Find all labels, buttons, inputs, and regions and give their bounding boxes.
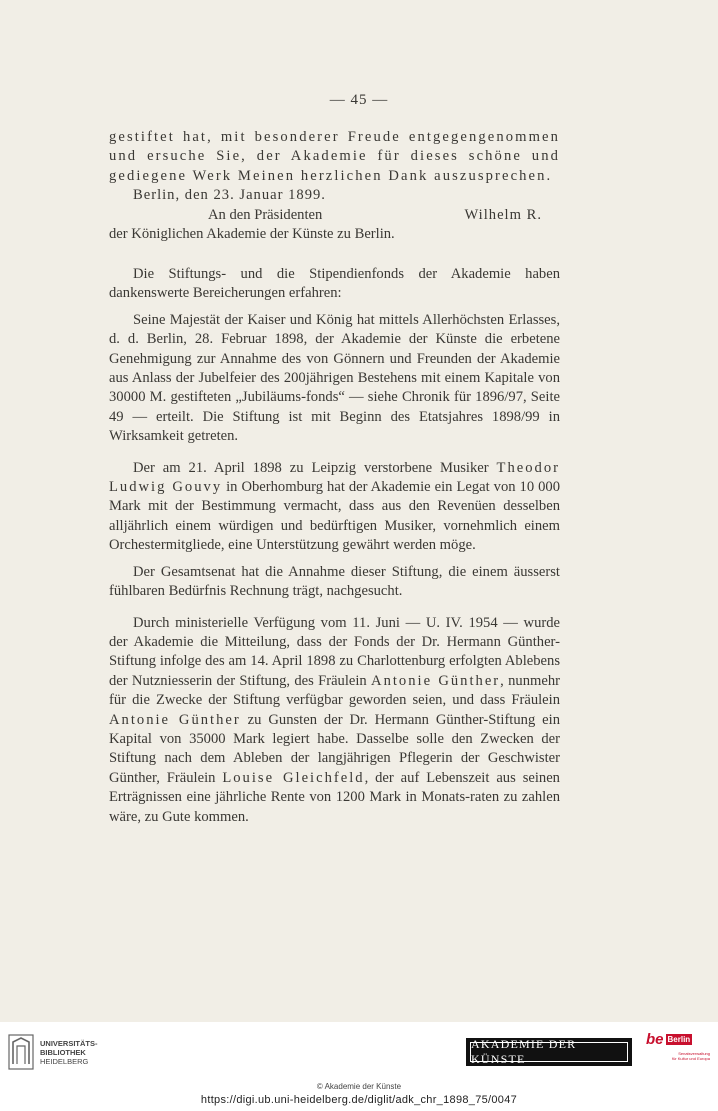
permalink-url[interactable]: https://digi.ub.uni-heidelberg.de/diglit/adk_chr_1898_75/0047 bbox=[200, 1094, 518, 1106]
paragraph-jubilaeumsfonds: Seine Majestät der Kaiser und König hat mittels Allerhöchsten Erlasses, d. d. Berlin, 28. Februar 1898, der Akademie der Künste die erbetene Genehmigung zur Annahme des von Gönnern und Freunden der Akademie aus Anlass der Jubelfeier des 200jährigen Bestehens mit einem Kapitale von 30000 M. gestifteten „Jubiläums-fonds“ — siehe Chronik für 1896/97, Seite 49 — erteilt. Die Stiftung ist mit Beginn des Etatsjahres 1898/99 in Wirksamkeit getreten. bbox=[109, 311, 560, 445]
ub-heidelberg-logo[interactable] bbox=[8, 1032, 118, 1072]
paragraph-gesamtsenat: Der Gesamtsenat hat die Annahme dieser Stiftung, die einem äusserst fühlbaren Bedürfnis Rechnung trägt, nachgesucht. bbox=[109, 563, 560, 600]
viewer-footer bbox=[0, 1022, 718, 1111]
person-name: Antonie Günther bbox=[109, 711, 241, 728]
addressee: An den Präsidenten bbox=[208, 206, 323, 223]
paragraph-stiftungen: Die Stiftungs- und die Stipendienfonds der Akademie haben dankenswerte Bereicherungen erfahren: bbox=[109, 266, 560, 302]
signature: Wilhelm R. bbox=[464, 206, 542, 223]
akademie-der-kuenste-logo[interactable]: AKADEMIE DER KÜNSTE bbox=[466, 1038, 632, 1066]
copyright-notice: © Akademie der Künste bbox=[316, 1082, 402, 1091]
paragraph-gouvy-legat: Der am 21. April 1898 zu Leipzig verstorbene Musiker Theodor Ludwig Gouvy in Oberhomburg hat der Akademie ein Legat von 10 000 Mark mit der Bestimmung vermacht, dass aus den Revenüen desselben alljährlich einem würdigen und bedürftigen Musiker, vornehmlich einem Orchestermitgliede, eine Unterstützung gewährt werden möge. bbox=[109, 459, 560, 554]
signature-line bbox=[109, 206, 560, 225]
person-name: Louise Gleichfeld bbox=[222, 769, 365, 786]
person-name: Theodor Ludwig Gouvy bbox=[109, 459, 560, 496]
ub-seal-icon bbox=[8, 1034, 34, 1070]
ub-text: UNIVERSITÄTS- BIBLIOTHEK HEIDELBERG bbox=[40, 1038, 98, 1066]
date-line: Berlin, den 23. Januar 1899. bbox=[133, 187, 326, 204]
letter-paragraph: gestiftet hat, mit besonderer Freude entgegengenommen und ersuche Sie, der Akademie für dieses schöne und gediegene Werk Meinen herzlichen Dank auszusprechen. bbox=[109, 129, 560, 184]
addressee-line: der Königlichen Akademie der Künste zu Berlin. bbox=[109, 226, 395, 243]
paragraph-guenther-stiftung: Durch ministerielle Verfügung vom 11. Juni — U. IV. 1954 — wurde der Akademie die Mitteilung, dass der Fonds der Dr. Hermann Günther-Stiftung infolge des am 14. April 1898 zu Charlottenburg erfolgten Ablebens der Nutzniesserin der Stiftung, des Fräulein Antonie Günther, nunmehr für die Zwecke der Stiftung verfügbar geworden seien, und dass Fräulein Antonie Günther zu Gunsten der Dr. Hermann Günther-Stiftung ein Kapital von 35000 Mark legiert habe. Dasselbe solle den Zwecken der Stiftung nach dem Ableben der langjährigen Pflegerin der Geschwister Günther, Fräulein Louise Gleichfeld, der auf Lebenszeit aus seinen Erträgnissen eine jährliche Rente von 1200 Mark in Monats-raten zu zahlen wäre, zu Gute kommen. bbox=[109, 614, 560, 825]
senatsverwaltung-berlin-logo[interactable]: be Berlin Senatsverwaltung für Kultur und Europa bbox=[646, 1031, 710, 1061]
page-number: — 45 — bbox=[329, 92, 389, 108]
body-text bbox=[109, 265, 560, 827]
person-name: Antonie Günther bbox=[371, 672, 501, 689]
letter-block bbox=[109, 128, 560, 244]
